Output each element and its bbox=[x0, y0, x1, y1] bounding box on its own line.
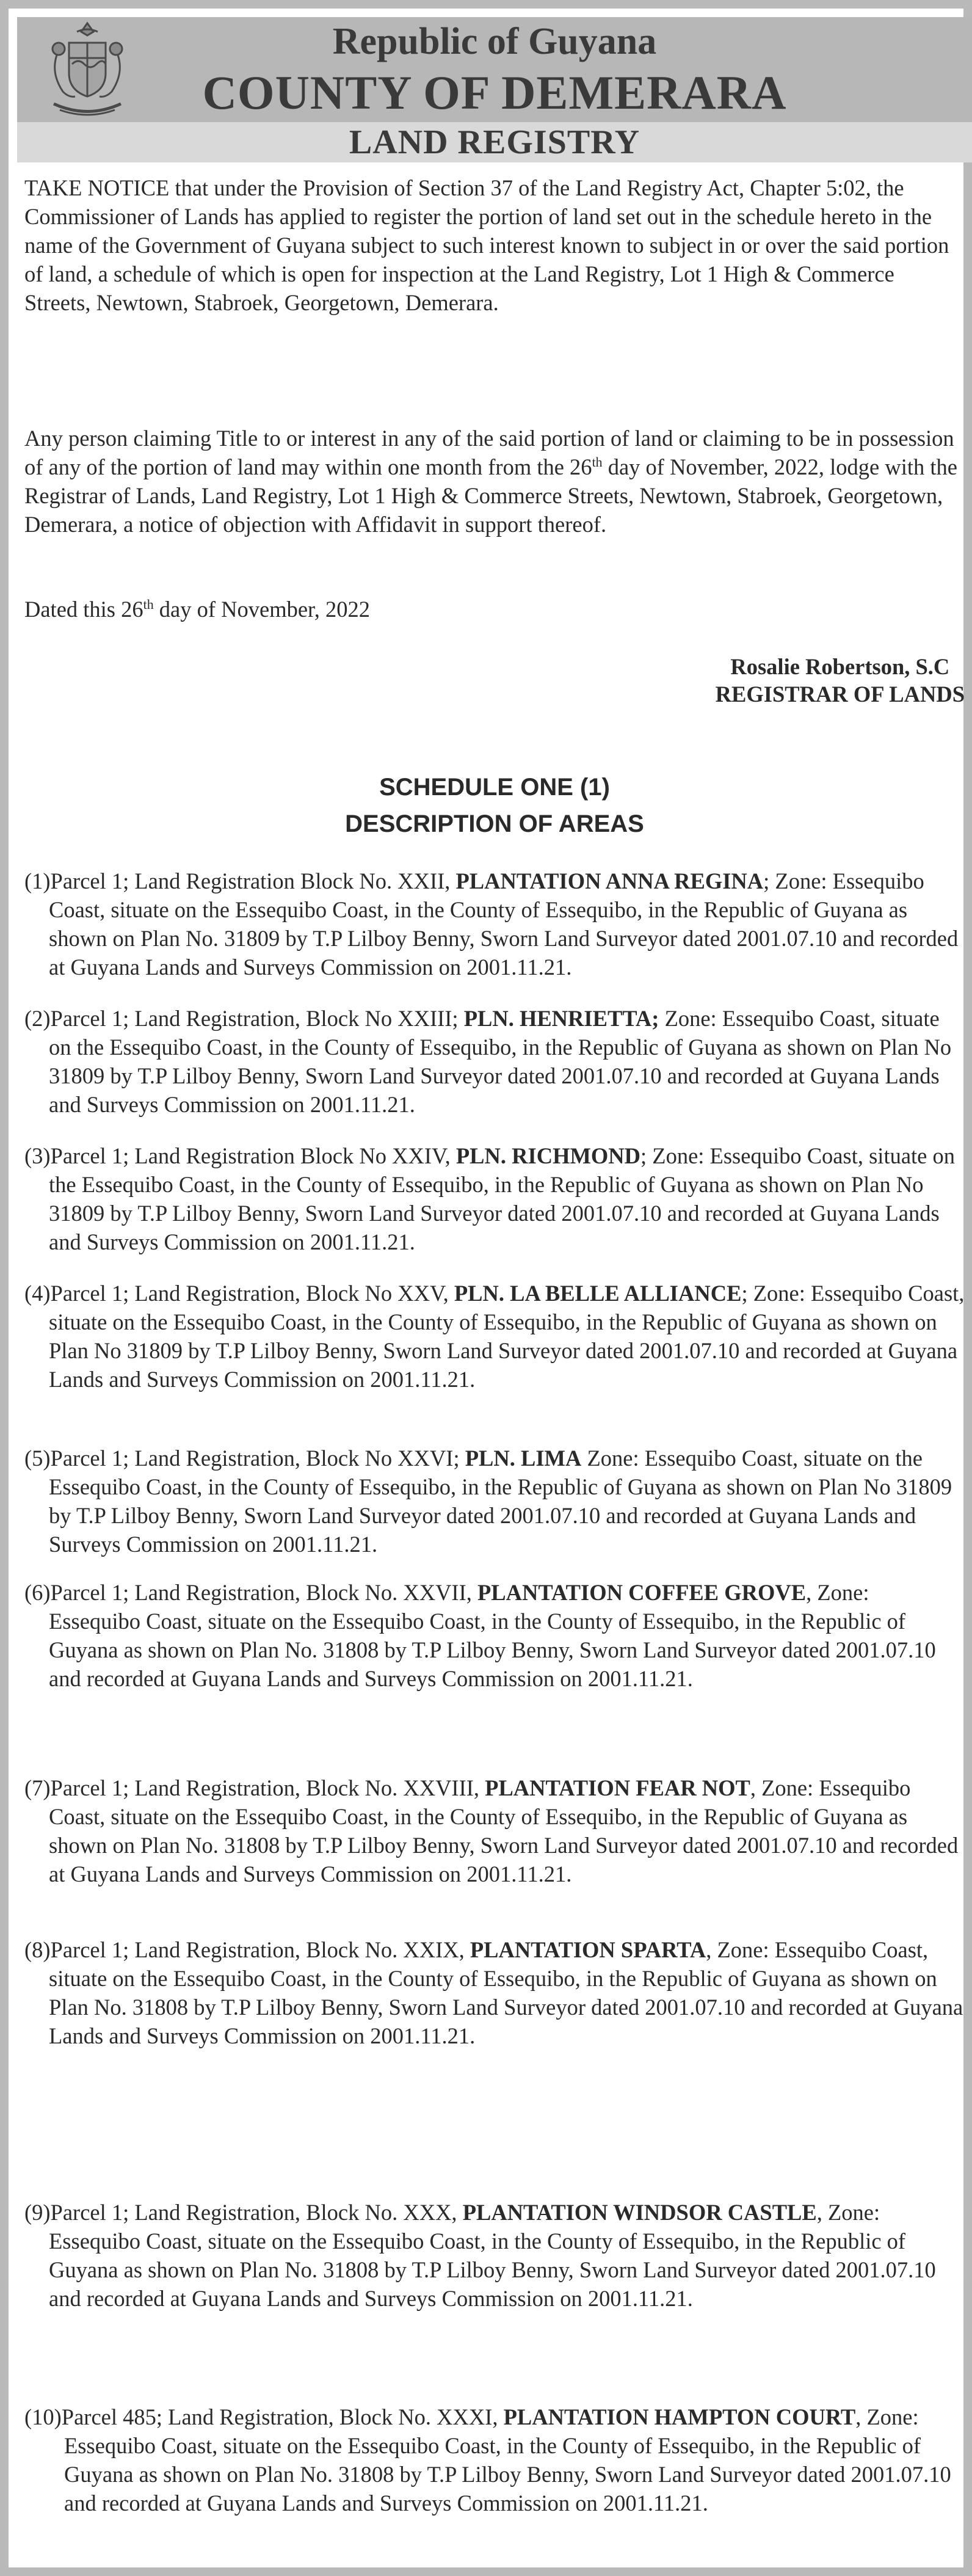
schedule-subtitle: DESCRIPTION OF AREAS bbox=[345, 810, 644, 837]
notice-paragraph-1: TAKE NOTICE that under the Provision of Section 37 of the Land Registry Act, Chapter 5:02, the Commissioner of Lands has applied to register the portion of land set out in the schedule hereto in the name of the Government of Guyana subject to such interest known to subject in or over the said portion of land, a schedule of which is open for inspection at the Land Registry, Lot 1 High & Commerce Streets, Newtown, Stabroek, Georgetown, Demerara. bbox=[24, 175, 949, 315]
schedule-heading bbox=[24, 769, 965, 842]
parcel-entry: (3)Parcel 1; Land Registration Block No XXIV, PLN. RICHMOND; Zone: Essequibo Coast, situate on the Essequibo Coast, in the County of Essequibo, in the Republic of Guyana as shown on Plan No 31809 by T.P Lilboy Benny, Sworn Land Surveyor dated 2001.07.10 and recorded at Guyana Lands and Surveys Commission on 2001.11.21. bbox=[24, 1143, 956, 1254]
notice-paragraph-2: Any person claiming Title to or interest in any of the said portion of land or claiming to be in possession of any of the portion of land may within one month from the 26th day of November, 2022, lodge with the Registrar of Lands, Land Registry, Lot 1 High & Commerce Streets, Newtown, Stabroek, Georgetown, Demerara, a notice of objection with Affidavit in support thereof. bbox=[24, 426, 957, 537]
schedule-title: SCHEDULE ONE (1) bbox=[379, 774, 610, 801]
parcel-entry: (8)Parcel 1; Land Registration, Block No. XXIX, PLANTATION SPARTA, Zone: Essequibo Coast, situate on the Essequibo Coast, in the County of Essequibo, in the Republic of Guyana as shown on Plan No. 31808 by T.P Lilboy Benny, Sworn Land Surveyor dated 2001.07.10 and recorded at Guyana Lands and Surveys Commission on 2001.11.21. bbox=[24, 1937, 963, 2048]
header-county: COUNTY OF DEMERARA bbox=[202, 66, 787, 119]
signatory-name: Rosalie Robertson, S.C bbox=[730, 654, 950, 679]
header-band bbox=[17, 17, 972, 122]
parcel-entry: (4)Parcel 1; Land Registration, Block No XXV, PLN. LA BELLE ALLIANCE; Zone: Essequibo Coast, situate on the Essequibo Coast, in the County of Essequibo, in the Republic of Guyana as shown on Plan No 31809 by T.P Lilboy Benny, Sworn Land Surveyor dated 2001.07.10 and recorded at Guyana Lands and Surveys Commission on 2001.11.21. bbox=[24, 1281, 965, 1392]
signature-block bbox=[716, 653, 965, 708]
parcel-entry: (5)Parcel 1; Land Registration, Block No XXVI; PLN. LIMA Zone: Essequibo Coast, situate on the Essequibo Coast, in the County of Essequibo, in the Republic of Guyana as shown on Plan No 31809 by T.P Lilboy Benny, Sworn Land Surveyor dated 2001.07.10 and recorded at Guyana Lands and Surveys Commission on 2001.11.21. bbox=[24, 1446, 952, 1557]
header-subtitle: LAND REGISTRY bbox=[17, 122, 972, 162]
parcel-entry: (2)Parcel 1; Land Registration, Block No XXIII; PLN. HENRIETTA; Zone: Essequibo Coast, situate on the Essequibo Coast, in the County of Essequibo, in the Republic of Guyana as shown on Plan No 31809 by T.P Lilboy Benny, Sworn Land Surveyor dated 2001.07.10 and recorded at Guyana Lands and Surveys Commission on 2001.11.21. bbox=[24, 1006, 952, 1117]
parcel-entry: (7)Parcel 1; Land Registration, Block No. XXVIII, PLANTATION FEAR NOT, Zone: Essequibo Coast, situate on the Essequibo Coast, in the County of Essequibo, in the Republic of Guyana as shown on Plan No. 31808 by T.P Lilboy Benny, Sworn Land Surveyor dated 2001.07.10 and recorded at Guyana Lands and Surveys Commission on 2001.11.21. bbox=[24, 1775, 959, 1887]
header-country: Republic of Guyana bbox=[332, 21, 657, 62]
parcel-entry: (6)Parcel 1; Land Registration, Block No. XXVII, PLANTATION COFFEE GROVE, Zone: Essequibo Coast, situate on the Essequibo Coast, in the County of Essequibo, in the Republic of Guyana as shown on Plan No. 31808 by T.P Lilboy Benny, Sworn Land Surveyor dated 2001.07.10 and recorded at Guyana Lands and Surveys Commission on 2001.11.21. bbox=[24, 1580, 936, 1691]
parcel-entry: (9)Parcel 1; Land Registration, Block No. XXX, PLANTATION WINDSOR CASTLE, Zone: Essequibo Coast, situate on the Essequibo Coast, in the County of Essequibo, in the Republic of Guyana as shown on Plan No. 31808 by T.P Lilboy Benny, Sworn Land Surveyor dated 2001.07.10 and recorded at Guyana Lands and Surveys Commission on 2001.11.21. bbox=[24, 2200, 936, 2311]
parcel-entry: (10)Parcel 485; Land Registration, Block No. XXXI, PLANTATION HAMPTON COURT, Zone: Essequibo Coast, situate on the Essequibo Coast, in the County of Essequibo, in the Republic of Guyana as shown on Plan No. 31808 by T.P Lilboy Benny, Sworn Land Surveyor dated 2001.07.10 and recorded at Guyana Lands and Surveys Commission on 2001.11.21. bbox=[24, 2404, 951, 2516]
signatory-title: REGISTRAR OF LANDS bbox=[715, 682, 965, 707]
parcel-entry: (1)Parcel 1; Land Registration Block No. XXII, PLANTATION ANNA REGINA; Zone: Essequibo Coast, situate on the Essequibo Coast, in the County of Essequibo, in the Republic of Guyana as shown on Plan No. 31809 by T.P Lilboy Benny, Sworn Land Surveyor dated 2001.07.10 and recorded at Guyana Lands and Surveys Commission on 2001.11.21. bbox=[24, 868, 959, 980]
dated-line: Dated this 26th day of November, 2022 bbox=[24, 596, 370, 622]
